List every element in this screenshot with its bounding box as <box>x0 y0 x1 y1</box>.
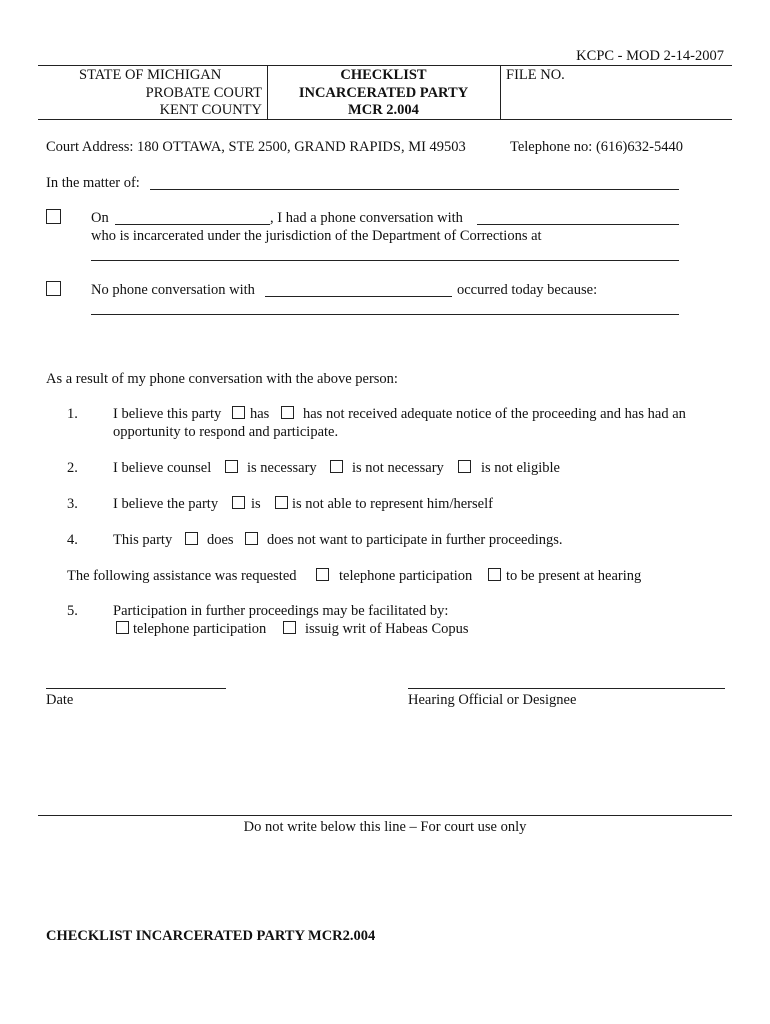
footer-title: CHECKLIST INCARCERATED PARTY MCR2.004 <box>46 928 376 944</box>
item-1-has-checkbox[interactable] <box>232 406 245 419</box>
option-b-text-2: occurred today because: <box>457 282 598 298</box>
item-2-not-eligible-label: is not eligible <box>481 460 560 476</box>
item-5-telephone-checkbox[interactable] <box>116 621 129 634</box>
option-a-line-2: who is incarcerated under the jurisdiction of the Department of Corrections at <box>91 228 542 244</box>
option-a-text: , I had a phone conversation with <box>270 210 463 226</box>
item-5-text: Participation in further proceedings may be facilitated by: <box>113 603 449 619</box>
item-3-is-label: is <box>251 496 261 512</box>
item-1-has-not-label: has not received adequate notice of the proceeding and has had an <box>303 406 686 422</box>
item-5-writ-label: issuig writ of Habeas Copus <box>305 621 469 637</box>
item-4-does-not-label: does not want to participate in further proceedings. <box>267 532 563 548</box>
matter-field[interactable] <box>150 189 679 190</box>
assist-telephone-checkbox[interactable] <box>316 568 329 581</box>
item-3-is-checkbox[interactable] <box>232 496 245 509</box>
item-2-number: 2. <box>67 460 78 476</box>
title-line-2: INCARCERATED PARTY <box>298 85 469 101</box>
assist-text: The following assistance was requested <box>67 568 297 584</box>
item-5-telephone-label: telephone participation <box>133 621 267 637</box>
item-1-has-not-checkbox[interactable] <box>281 406 294 419</box>
result-intro: As a result of my phone conversation with the above person: <box>46 371 398 387</box>
item-4-does-not-checkbox[interactable] <box>245 532 258 545</box>
item-2-necessary-label: is necessary <box>247 460 317 476</box>
date-signature-line[interactable] <box>46 688 226 689</box>
option-b-person-field[interactable] <box>265 296 452 297</box>
item-3-text: I believe the party <box>113 496 219 512</box>
matter-label: In the matter of: <box>46 175 140 191</box>
item-4-does-checkbox[interactable] <box>185 532 198 545</box>
option-a-person-field[interactable] <box>477 224 679 225</box>
item-1-number: 1. <box>67 406 78 422</box>
item-4-text: This party <box>113 532 173 548</box>
item-4-does-label: does <box>207 532 234 548</box>
file-no-label: FILE NO. <box>506 67 565 83</box>
item-3-is-not-checkbox[interactable] <box>275 496 288 509</box>
assist-present-label: to be present at hearing <box>506 568 642 584</box>
item-5-number: 5. <box>67 603 78 619</box>
option-a-on: On <box>91 210 109 226</box>
option-b-text-1: No phone conversation with <box>91 282 255 298</box>
item-2-not-eligible-checkbox[interactable] <box>458 460 471 473</box>
title-line-1: CHECKLIST <box>340 67 427 83</box>
form-code: KCPC - MOD 2-14-2007 <box>576 48 724 64</box>
header-bottom-rule <box>38 119 732 120</box>
item-2-necessary-checkbox[interactable] <box>225 460 238 473</box>
option-b-checkbox[interactable] <box>46 281 61 296</box>
option-b-reason-field[interactable] <box>91 314 679 315</box>
official-signature-line[interactable] <box>408 688 725 689</box>
court-address: Court Address: 180 OTTAWA, STE 2500, GRAND RAPIDS, MI 49503 <box>46 139 466 155</box>
court-county: KENT COUNTY <box>159 102 262 118</box>
header-divider-right <box>500 65 501 119</box>
court-telephone: Telephone no: (616)632-5440 <box>510 139 683 155</box>
item-1-has-label: has <box>250 406 270 422</box>
option-a-date-field[interactable] <box>115 224 270 225</box>
item-3-is-not-label: is not able to represent him/herself <box>292 496 493 512</box>
item-2-text: I believe counsel <box>113 460 212 476</box>
option-a-facility-field[interactable] <box>91 260 679 261</box>
assist-telephone-label: telephone participation <box>339 568 473 584</box>
item-5-writ-checkbox[interactable] <box>283 621 296 634</box>
option-a-checkbox[interactable] <box>46 209 61 224</box>
item-1-text-2: opportunity to respond and participate. <box>113 424 339 440</box>
court-state: STATE OF MICHIGAN <box>79 67 222 83</box>
assist-present-checkbox[interactable] <box>488 568 501 581</box>
date-label: Date <box>46 692 74 708</box>
court-use-rule <box>38 815 732 816</box>
official-label: Hearing Official or Designee <box>408 692 577 708</box>
item-4-number: 4. <box>67 532 78 548</box>
item-2-not-necessary-checkbox[interactable] <box>330 460 343 473</box>
item-3-number: 3. <box>67 496 78 512</box>
item-2-not-necessary-label: is not necessary <box>352 460 444 476</box>
court-use-notice: Do not write below this line – For court use only <box>243 819 527 835</box>
court-name: PROBATE COURT <box>145 85 262 101</box>
item-1-text: I believe this party <box>113 406 222 422</box>
title-line-3: MCR 2.004 <box>348 102 419 118</box>
